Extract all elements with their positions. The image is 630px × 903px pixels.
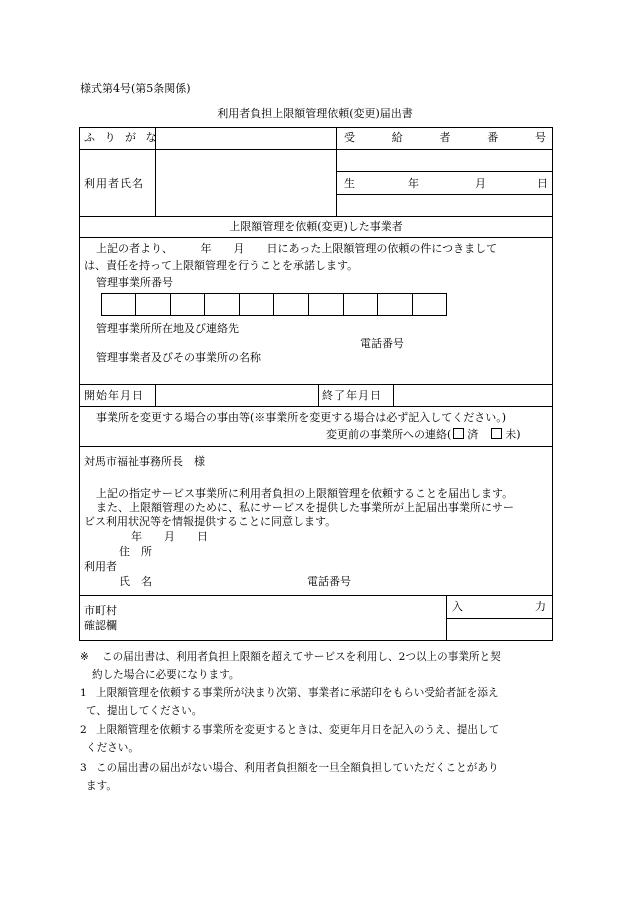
end-date-field[interactable] xyxy=(394,385,552,406)
contact-done-checkbox[interactable] xyxy=(453,428,464,439)
office-operator-label: 管理事業者及びその事業所の名称 xyxy=(96,351,261,364)
note-mark-2: 2 xyxy=(80,724,87,736)
end-date-label: 終了年月日 xyxy=(322,389,382,402)
consent-text-line2: は、責任を持って上限額管理を行うことを承諾します。 xyxy=(84,259,359,272)
user-address-label: 住 所 xyxy=(119,545,152,558)
office-number-digit-1[interactable] xyxy=(102,294,135,315)
note-3-line1: この届出書の届出がない場合、利用者負担額を一旦全額負担していただくことがあり xyxy=(96,762,499,774)
furigana-label: ふ り が な xyxy=(84,131,160,144)
input-confirmation-field[interactable] xyxy=(447,619,552,640)
start-date-label: 開始年月日 xyxy=(84,389,144,402)
start-date-field[interactable] xyxy=(156,385,317,406)
contact-pending-checkbox[interactable] xyxy=(491,428,502,439)
office-number-digit-9[interactable] xyxy=(378,294,411,315)
user-name-field[interactable] xyxy=(156,150,335,216)
office-number-digit-2[interactable] xyxy=(136,294,169,315)
user-name-label: 利用者氏名 xyxy=(84,177,144,190)
note-mark-1: 1 xyxy=(80,687,87,699)
office-number-digit-8[interactable] xyxy=(344,294,377,315)
declaration-para1: 上記の指定サービス事業所に利用者負担の上限額管理を依頼することを届出します。 xyxy=(96,487,514,500)
addressee: 対馬市福祉事務所長 様 xyxy=(84,455,205,468)
birth-label-year: 年 xyxy=(408,177,419,190)
user-phone-label: 電話番号 xyxy=(307,575,351,588)
office-address-label: 管理事業所所在地及び連絡先 xyxy=(96,322,239,335)
declaration-para2-line1: また、上限額管理のために、私にサービスを提供した事業所が上記届出事業所にサー xyxy=(96,501,514,514)
birth-label-year-prefix: 生 xyxy=(344,177,355,190)
user-label: 利用者 xyxy=(84,560,117,573)
office-number-digit-7[interactable] xyxy=(309,294,342,315)
office-number-digit-5[interactable] xyxy=(240,294,273,315)
office-number-digit-10[interactable] xyxy=(413,294,446,315)
note-mark-0: ※ xyxy=(80,651,89,663)
form-number: 様式第4号(第5条関係) xyxy=(80,82,191,95)
recipient-number-field[interactable] xyxy=(337,150,552,171)
birth-label-day: 日 xyxy=(537,177,548,190)
note-0-line1: この届出書は、利用者負担上限額を超えてサービスを利用し、2つ以上の事業所と契 xyxy=(102,651,501,663)
office-number-digit-4[interactable] xyxy=(205,294,238,315)
office-number-label: 管理事業所番号 xyxy=(96,276,173,289)
declaration-date: 年 月 日 xyxy=(131,530,208,543)
provider-section-header: 上限額管理を依頼(変更)した事業者 xyxy=(229,220,403,233)
birth-label-month: 月 xyxy=(475,177,486,190)
change-reason-label: 事業所を変更する場合の事由等(※事業所を変更する場合は必ず記入してください。) xyxy=(96,411,507,424)
note-2-line1: 上限額管理を依頼する事業所を変更するときは、変更年月日を記入のうえ、提出して xyxy=(96,724,500,736)
consent-text-line1: 上記の者より、 年 月 日にあった上限額管理の依頼の件につきまして xyxy=(96,242,498,255)
furigana-field[interactable] xyxy=(156,128,335,149)
note-0-line2: 約した場合に必要になります。 xyxy=(92,669,240,681)
office-number-digit-6[interactable] xyxy=(274,294,307,315)
note-mark-3: 3 xyxy=(80,762,87,774)
previous-office-contact: 変更前の事業所への連絡( 済 未) xyxy=(326,428,521,441)
note-1-line2: て、提出してください。 xyxy=(86,705,203,717)
recipient-number-label: 受 給 者 番 号 xyxy=(344,131,546,144)
municipality-label-line2: 確認欄 xyxy=(84,619,117,632)
municipality-label-line1: 市町村 xyxy=(84,604,117,617)
office-phone-label: 電話番号 xyxy=(360,337,404,350)
note-2-line2: ください。 xyxy=(86,742,139,754)
declaration-para2-line2: ビス利用状況等を情報提供することに同意します。 xyxy=(84,515,337,528)
office-number-digit-3[interactable] xyxy=(171,294,204,315)
form-title: 利用者負担上限額管理依頼(変更)届出書 xyxy=(217,107,413,120)
note-1-line1: 上限額管理を依頼する事業所が決まり次第、事業者に承諾印をもらい受給者証を添え xyxy=(96,687,499,699)
user-signature-name-label: 氏 名 xyxy=(119,575,152,588)
note-3-line2: ます。 xyxy=(86,780,117,792)
input-label: 入 力 xyxy=(452,600,546,613)
